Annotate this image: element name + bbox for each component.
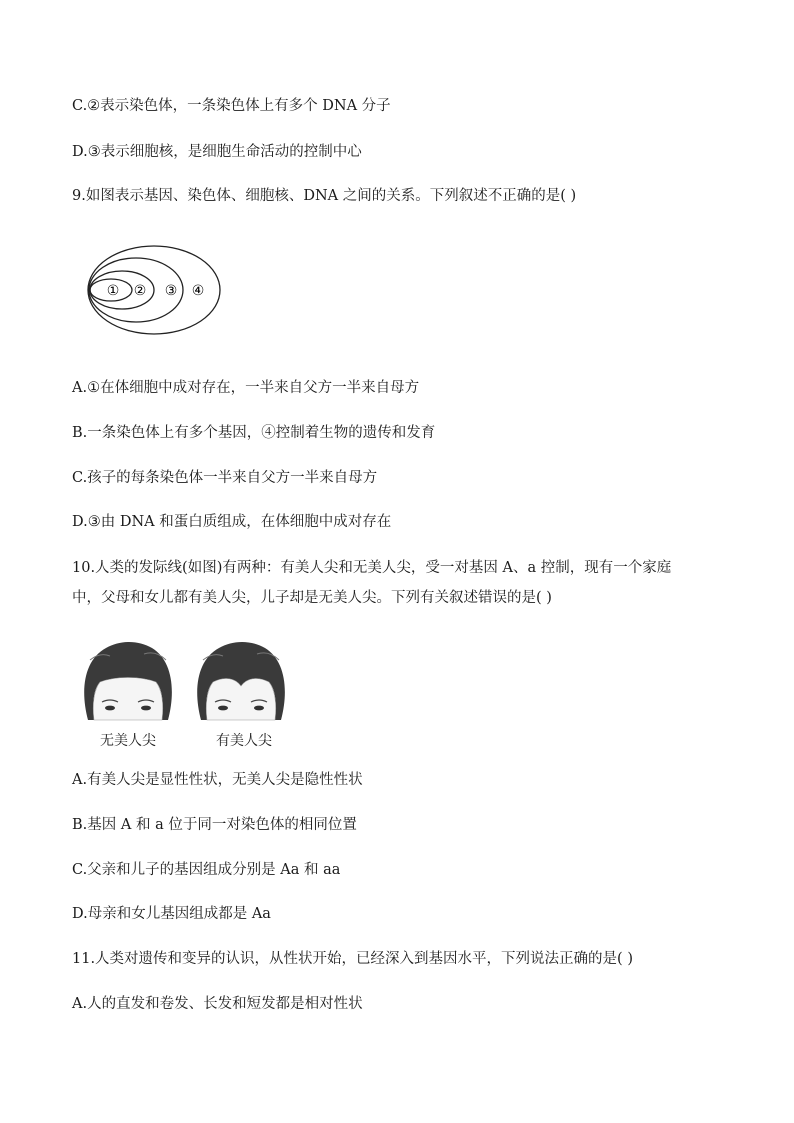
caption-no-widows-peak: 无美人尖 [100,733,156,749]
nested-ellipses-diagram [84,242,224,338]
q10-option-a: A.有美人尖是显性性状，无美人尖是隐性性状 [72,772,363,788]
q11-option-a: A.人的直发和卷发、长发和短发都是相对性状 [72,996,363,1012]
q10-option-b: B.基因 A 和 a 位于同一对染色体的相同位置 [72,817,357,833]
q8-option-c: C.②表示染色体，一条染色体上有多个 DNA 分子 [72,98,391,114]
q9-option-c: C.孩子的每条染色体一半来自父方一半来自母方 [72,470,378,486]
q10-option-c: C.父亲和儿子的基因组成分别是 Aa 和 aa [72,862,341,878]
label-4: ④ [191,283,205,299]
label-2: ② [133,283,147,299]
face-widows-peak-illustration [193,640,289,726]
label-1: ① [106,283,120,299]
q10-stem-line2: 中，父母和女儿都有美人尖，儿子却是无美人尖。下列有关叙述错误的是( ) [72,590,552,606]
q9-option-a: A.①在体细胞中成对存在，一半来自父方一半来自母方 [72,380,420,396]
face-no-widows-peak-illustration [80,640,176,726]
q10-option-d: D.母亲和女儿基因组成都是 Aa [72,906,271,922]
caption-widows-peak: 有美人尖 [216,733,272,749]
q9-option-d: D.③由 DNA 和蛋白质组成，在体细胞中成对存在 [72,514,392,530]
q9-option-b: B.一条染色体上有多个基因，④控制着生物的遗传和发育 [72,425,436,441]
q9-stem: 9.如图表示基因、染色体、细胞核、DNA 之间的关系。下列叙述不正确的是( ) [72,188,577,204]
q11-stem: 11.人类对遗传和变异的认识，从性状开始，已经深入到基因水平，下列说法正确的是( ) [72,951,633,967]
q10-stem-line1: 10.人类的发际线(如图)有两种：有美人尖和无美人尖，受一对基因 A、a 控制，现有一个家庭 [72,560,672,576]
q8-option-d: D.③表示细胞核，是细胞生命活动的控制中心 [72,144,362,160]
label-3: ③ [164,283,178,299]
